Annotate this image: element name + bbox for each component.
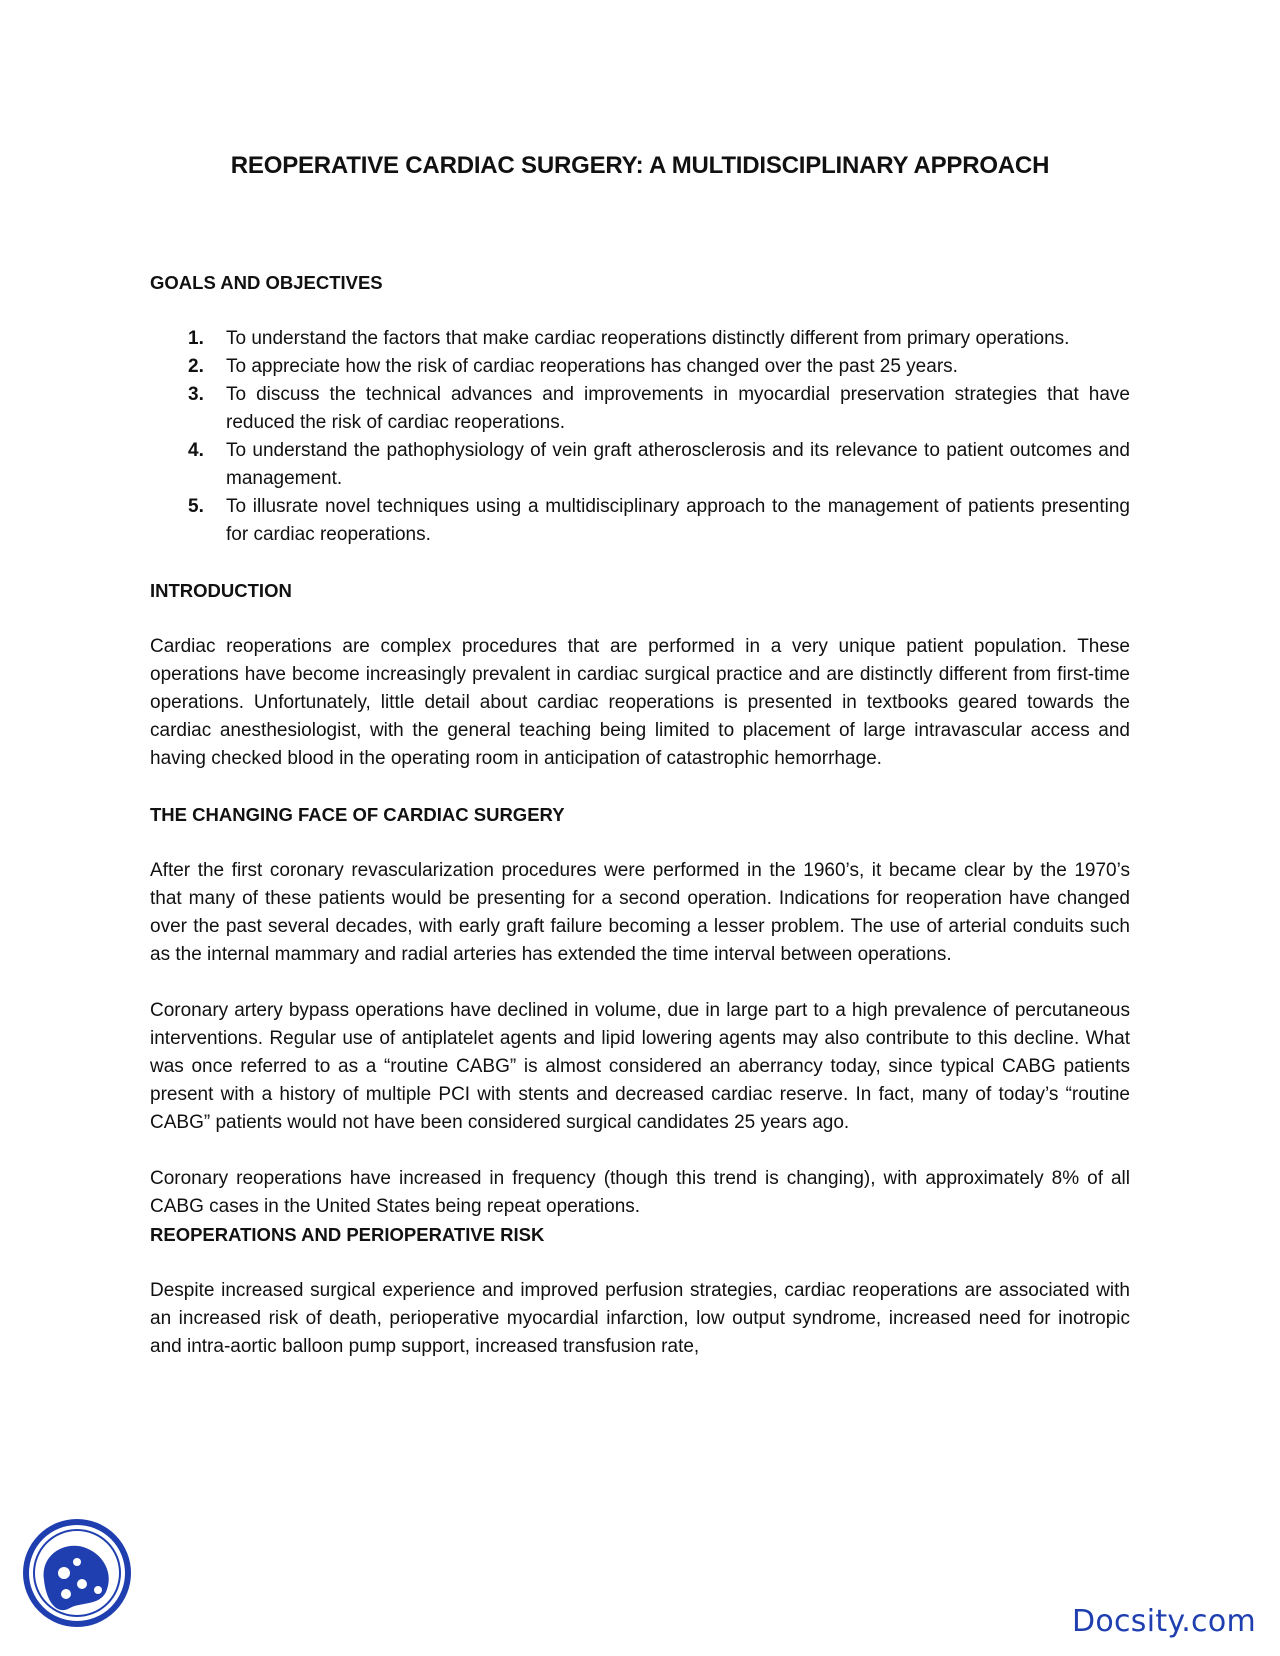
- document-title: REOPERATIVE CARDIAC SURGERY: A MULTIDISCIPLINARY APPROACH: [230, 152, 1050, 179]
- goal-text: To discuss the technical advances and improvements in myocardial preservation strategies that have reduced the risk of cardiac reoperations.: [226, 384, 1130, 433]
- goal-number: 2.: [188, 356, 204, 377]
- goal-number: 4.: [188, 440, 204, 461]
- goal-item: [150, 493, 1130, 549]
- goal-text: To understand the pathophysiology of vein graft atherosclerosis and its relevance to patient outcomes and management.: [226, 440, 1130, 489]
- goal-number: 1.: [188, 328, 204, 349]
- changing-face-heading: THE CHANGING FACE OF CARDIAC SURGERY: [150, 804, 565, 825]
- introduction-heading: INTRODUCTION: [150, 580, 292, 601]
- goal-text: To illusrate novel techniques using a multidisciplinary approach to the management of patients presenting for cardiac reoperations.: [226, 496, 1130, 545]
- goal-text: To appreciate how the risk of cardiac reoperations has changed over the past 25 years.: [226, 356, 958, 377]
- goal-item: [150, 381, 1130, 437]
- goal-text: To understand the factors that make cardiac reoperations distinctly different from primary operations.: [226, 328, 1070, 349]
- goal-item: [150, 353, 1130, 381]
- goal-item: [150, 437, 1130, 493]
- introduction-paragraph: Cardiac reoperations are complex procedures that are performed in a very unique patient population. These operations have become increasingly prevalent in cardiac surgical practice and are distinctly different from first-time operations. Unfortunately, little detail about cardiac reoperations is presented in textbooks geared towards the cardiac anesthesiologist, with the general teaching being limited to placement of large intravascular access and having checked blood in the operating room in anticipation of catastrophic hemorrhage.: [150, 636, 1130, 769]
- perioperative-risk-heading: REOPERATIONS AND PERIOPERATIVE RISK: [150, 1224, 545, 1245]
- goals-heading: GOALS AND OBJECTIVES: [150, 272, 383, 293]
- goal-number: 5.: [188, 496, 204, 517]
- docsity-logo-icon[interactable]: [22, 1518, 132, 1628]
- changing-face-paragraph-1: After the first coronary revascularization procedures were performed in the 1960’s, it became clear by the 1970’s that many of these patients would be presenting for a second operation. Indications for reoperation have changed over the past several decades, with early graft failure becoming a lesser problem. The use of arterial conduits such as the internal mammary and radial arteries has extended the time interval between operations.: [150, 860, 1130, 965]
- docsity-brand-link[interactable]: Docsity.com: [1071, 1604, 1256, 1639]
- goal-number: 3.: [188, 384, 204, 405]
- goals-list: [150, 325, 1130, 549]
- changing-face-paragraph-2: Coronary artery bypass operations have declined in volume, due in large part to a high prevalence of percutaneous interventions. Regular use of antiplatelet agents and lipid lowering agents may also contribute to this decline. What was once referred to as a “routine CABG” is almost considered an aberrancy today, since typical CABG patients present with a history of multiple PCI with stents and decreased cardiac reserve. In fact, many of today’s “routine CABG” patients would not have been considered surgical candidates 25 years ago.: [150, 1000, 1130, 1133]
- document-body: [150, 269, 1130, 1361]
- goal-item: [150, 325, 1130, 353]
- perioperative-risk-paragraph: Despite increased surgical experience and improved perfusion strategies, cardiac reoperations are associated with an increased risk of death, perioperative myocardial infarction, low output syndrome, increased need for inotropic and intra-aortic balloon pump support, increased transfusion rate,: [150, 1280, 1130, 1357]
- changing-face-paragraph-3: Coronary reoperations have increased in frequency (though this trend is changing), with approximately 8% of all CABG cases in the United States being repeat operations.: [150, 1168, 1130, 1217]
